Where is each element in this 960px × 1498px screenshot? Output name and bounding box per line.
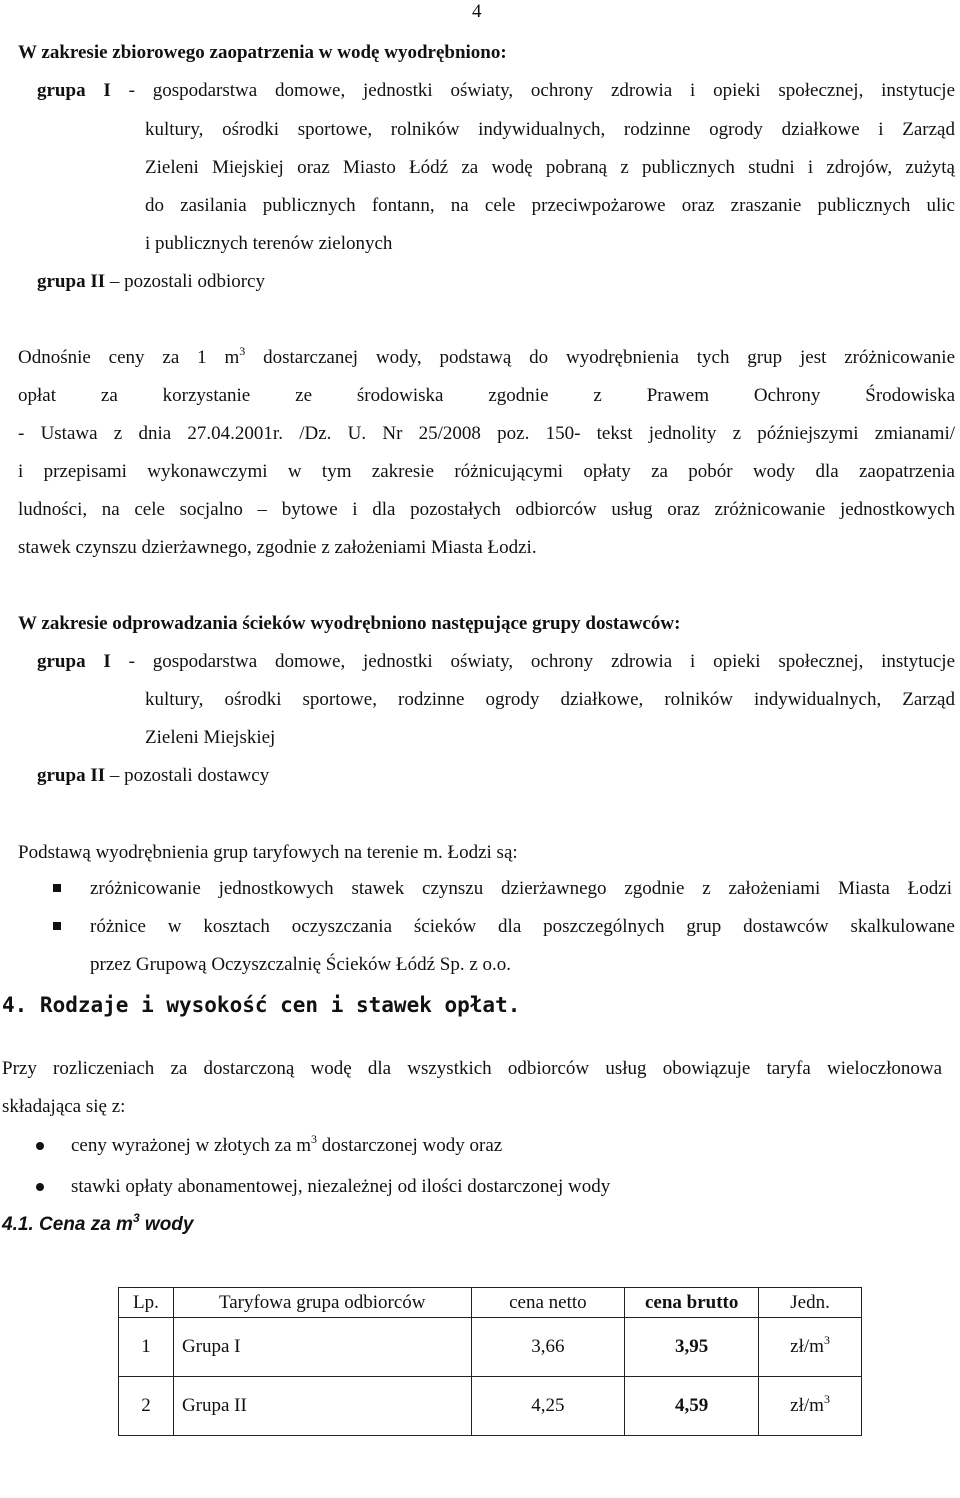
water-group2 bbox=[37, 272, 265, 291]
header-netto: cena netto bbox=[471, 1288, 625, 1318]
cell-netto: 4,25 bbox=[471, 1377, 625, 1436]
table-header-row bbox=[119, 1288, 862, 1318]
water-group1-label: grupa I bbox=[37, 80, 111, 101]
price-basis-line2: opłat za korzystanie ze środowiska zgodnie z Prawem Ochrony Środowiska bbox=[18, 385, 955, 406]
price-basis-line1-b: dostarczanej wody, podstawą do wyodrębnienia tych grup jest zróżnicowanie bbox=[245, 347, 955, 368]
bullet-icon bbox=[36, 1183, 44, 1191]
price-basis-line6: stawek czynszu dzierżawnego, zgodnie z założeniami Miasta Łodzi. bbox=[18, 537, 537, 558]
section4-bullet1-b: dostarczonej wody oraz bbox=[317, 1135, 503, 1156]
water-group2-label: grupa II bbox=[37, 271, 106, 292]
cell-group: Grupa II bbox=[173, 1377, 471, 1436]
cell-brutto: 4,59 bbox=[625, 1377, 759, 1436]
price-basis-line5: ludności, na cele socjalno – bytowe i dla pozostałych odbiorców usług oraz zróżnicowanie jednostkowych bbox=[18, 499, 955, 520]
sewage-group1-first-line bbox=[37, 652, 955, 671]
table-row bbox=[119, 1318, 862, 1377]
water-group1-line2: kultury, ośrodki sportowe, rolników indywidualnych, rodzinne ogrody działkowe i Zarząd bbox=[145, 119, 955, 140]
tariff-basis-item1: zróżnicowanie jednostkowych stawek czynszu dzierżawnego zgodnie z założeniami Miasta Łodzi bbox=[90, 878, 952, 899]
section4-heading: 4. Rodzaje i wysokość cen i stawek opłat. bbox=[2, 993, 521, 1017]
water-group2-text: – pozostali odbiorcy bbox=[105, 271, 265, 292]
bullet-icon bbox=[36, 1142, 44, 1150]
section4-bullet1 bbox=[71, 1132, 503, 1156]
cell-unit-text: zł/m bbox=[790, 1395, 824, 1416]
header-unit: Jedn. bbox=[759, 1288, 862, 1318]
cell-lp: 1 bbox=[119, 1318, 174, 1377]
water-group1-line3: Zieleni Miejskiej oraz Miasto Łódź za wodę pobraną z publicznych studni i zdrojów, zużytą bbox=[145, 157, 955, 178]
cell-unit-sup: 3 bbox=[823, 1392, 830, 1406]
section41-heading-sup: 3 bbox=[132, 1211, 140, 1225]
section4-para-line2: składająca się z: bbox=[2, 1096, 126, 1117]
tariff-basis-item2-line1: różnice w kosztach oczyszczania ścieków dla poszczególnych grup dostawców skalkulowane bbox=[90, 916, 955, 937]
section41-heading bbox=[2, 1211, 194, 1236]
sewage-heading: W zakresie odprowadzania ścieków wyodrębniono następujące grupy dostawców: bbox=[18, 613, 681, 634]
header-brutto: cena brutto bbox=[625, 1288, 759, 1318]
water-group1-line4: do zasilania publicznych fontann, na cele przeciwpożarowe oraz zraszanie publicznych ulic bbox=[145, 195, 955, 216]
section41-heading-b: wody bbox=[139, 1214, 194, 1235]
cell-unit-text: zł/m bbox=[790, 1336, 824, 1357]
sewage-group1-label: grupa I bbox=[37, 651, 111, 672]
tariff-basis-intro: Podstawą wyodrębnienia grup taryfowych na terenie m. Łodzi są: bbox=[18, 842, 518, 863]
price-basis-line4: i przepisami wykonawczymi w tym zakresie różnicującymi opłaty za pobór wody dla zaopatrzenia bbox=[18, 461, 955, 482]
header-group: Taryfowa grupa odbiorców bbox=[173, 1288, 471, 1318]
section41-heading-a: 4.1. Cena za m bbox=[2, 1214, 133, 1235]
price-basis-sup: 3 bbox=[239, 344, 246, 358]
cell-unit-sup: 3 bbox=[823, 1333, 830, 1347]
price-basis-line1 bbox=[18, 344, 955, 368]
water-group1-line5: i publicznych terenów zielonych bbox=[145, 233, 393, 254]
cell-lp: 2 bbox=[119, 1377, 174, 1436]
square-bullet-icon bbox=[53, 884, 61, 892]
section4-bullet1-a: ceny wyrażonej w złotych za m bbox=[71, 1135, 312, 1156]
cell-unit bbox=[759, 1377, 862, 1436]
sewage-group2 bbox=[37, 766, 269, 785]
sewage-group2-label: grupa II bbox=[37, 765, 106, 786]
tariff-basis-item2-line2: przez Grupową Oczyszczalnię Ścieków Łódź Sp. z o.o. bbox=[90, 954, 512, 975]
section4-para-line1: Przy rozliczeniach za dostarczoną wodę dla wszystkich odbiorców usług obowiązuje taryfa wieloczłonowa bbox=[2, 1058, 942, 1079]
water-group1-line1: - gospodarstwa domowe, jednostki oświaty, ochrony zdrowia i opieki społecznej, instytucje bbox=[128, 80, 956, 101]
section4-bullet2: stawki opłaty abonamentowej, niezależnej od ilości dostarczonej wody bbox=[71, 1176, 611, 1197]
square-bullet-icon bbox=[53, 922, 61, 930]
sewage-group1-line1: - gospodarstwa domowe, jednostki oświaty, ochrony zdrowia i opieki społecznej, instytucje bbox=[128, 651, 956, 672]
cell-group: Grupa I bbox=[173, 1318, 471, 1377]
water-supply-heading: W zakresie zbiorowego zaopatrzenia w wodę wyodrębniono: bbox=[18, 42, 507, 63]
sewage-group1-line2: kultury, ośrodki sportowe, rodzinne ogrody działkowe, rolników indywidualnych, Zarząd bbox=[145, 689, 955, 710]
price-basis-line1-a: Odnośnie ceny za 1 m bbox=[18, 347, 240, 368]
sewage-group2-text: – pozostali dostawcy bbox=[105, 765, 270, 786]
tariff-table bbox=[118, 1287, 862, 1436]
page-number: 4 bbox=[472, 1, 482, 22]
cell-netto: 3,66 bbox=[471, 1318, 625, 1377]
header-lp: Lp. bbox=[119, 1288, 174, 1318]
water-group1-first-line bbox=[37, 81, 955, 100]
section4-bullet1-sup: 3 bbox=[311, 1132, 318, 1146]
sewage-group1-line3: Zieleni Miejskiej bbox=[145, 727, 276, 748]
cell-unit bbox=[759, 1318, 862, 1377]
cell-brutto: 3,95 bbox=[625, 1318, 759, 1377]
table-row bbox=[119, 1377, 862, 1436]
price-basis-line3: - Ustawa z dnia 27.04.2001r. /Dz. U. Nr 25/2008 poz. 150- tekst jednolity z późniejszymi zmianami/ bbox=[18, 423, 955, 444]
